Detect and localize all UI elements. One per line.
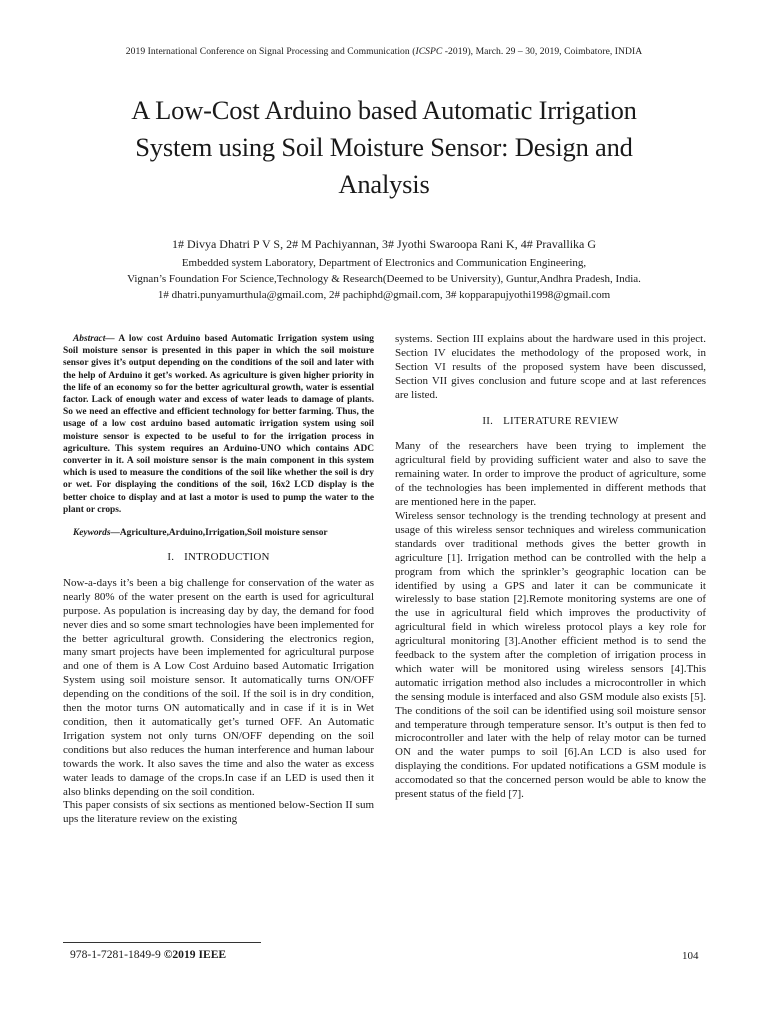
- body-paragraph: Wireless sensor technology is the trending technology at present and usage of this wireless sensor techniques and wireless communication standards over traditional methods gives the better growth in agriculture [1]. Irrigation method can be controlled with the help a program from which the sprinkler’s geographic location can be identified by using a GPS and later it can be communicate it wirelessly to base station [2].Remote monitoring systems are one of the use in agricultural field which improves the productivity of agricultural field in which wireless protocol plays a key role for agricultural monitoring [3].Another efficient method is to send the feedback to the system after the completion of irrigation process in which water will be monitored using wireless sensors [4].This automatic irrigation method also includes a microcontroller in which the sensing module is interfaced and also GSM module also exists [5]. The conditions of the soil can be identified using soil moisture sensor and temperature through temperature sensor. It’s output is then fed to microcontroller and later with the help of relay motor can be turned ON and the water pumps to soil [6].An LCD is also used for displaying the conditions. For updated notifications a GSM module is accomodated so that the concerned person would be able to know the present status of the field [7].: [395, 509, 706, 801]
- abstract-label: Abstract—: [73, 334, 115, 344]
- body-paragraph: systems. Section III explains about the hardware used in this project. Section IV elucidates the methodology of the proposed work, in Section VI results of the proposed system have been discussed, Section VII gives conclusion and future scope and at last references are listed.: [395, 333, 706, 401]
- title-line: A Low-Cost Arduino based Automatic Irrigation: [131, 95, 637, 125]
- body-paragraph: Many of the researchers have been trying to implement the agricultural field by providing sufficient water and also to save the remaining water. In order to improve the product of agriculture, some of the technologies has been implemented in different methods that are mentioned here in the paper.: [395, 440, 706, 509]
- conference-header: [0, 46, 768, 57]
- paper-title: [60, 92, 708, 203]
- section-number: I.: [167, 551, 175, 564]
- affiliation-line: Embedded system Laboratory, Department of Electronics and Communication Engineering,: [181, 257, 587, 269]
- section-title: LITERATURE REVIEW: [503, 414, 619, 427]
- section-title: INTRODUCTION: [184, 551, 270, 564]
- section-heading-introduction: [63, 551, 374, 565]
- keywords-text: Agriculture,Arduino,Irrigation,Soil moisture sensor: [119, 528, 328, 539]
- conference-name: 2019 International Conference on Signal Processing and Communication (: [125, 46, 416, 57]
- affiliation-line: Vignan’s Foundation For Science,Technology & Research(Deemed to be University), Guntur,Andhra Pradesh, India.: [127, 273, 641, 285]
- keywords: [63, 527, 374, 539]
- ieee-copyright: ©2019 IEEE: [163, 948, 227, 961]
- body-paragraph: This paper consists of six sections as mentioned below-Section II sum ups the literature review on the existing: [63, 799, 374, 826]
- conference-abbrev: ICSPC: [415, 46, 443, 57]
- page-number: 104: [682, 950, 699, 962]
- keywords-label: Keywords—: [73, 528, 120, 539]
- footer-divider: [63, 942, 261, 943]
- section-heading-literature-review: [395, 415, 706, 429]
- author-list: 1# Divya Dhatri P V S, 2# M Pachiyannan, 3# Jyothi Swaroopa Rani K, 4# Pravallika G: [171, 237, 597, 251]
- right-column: [395, 333, 706, 802]
- author-emails: 1# dhatri.punyamurthula@gmail.com, 2# pachiphd@gmail.com, 3# kopparapujyothi1998@gmail.com: [157, 289, 611, 301]
- affiliation: [0, 255, 768, 303]
- isbn-number: 978-1-7281-1849-9: [70, 948, 164, 961]
- left-column: [63, 333, 374, 827]
- title-line: System using Soil Moisture Sensor: Design and: [135, 132, 633, 162]
- conference-dates: -2019), March. 29 – 30, 2019, Coimbatore, INDIA: [442, 46, 643, 57]
- footer-isbn: [70, 948, 226, 961]
- title-line: Analysis: [338, 169, 430, 199]
- body-paragraph: Now-a-days it’s been a big challenge for conservation of the water as nearly 80% of the water present on the earth is used for agricultural purpose. As population is increasing day by day, the demand for food never dies and so some smart technologies have been implemented for the better agricultural growth. Considering the electronics region, many smart projects have been implemented for agricultural purpose and one of them is A Low Cost Arduino based Automatic Irrigation System using soil moisture sensor. It automatically turns ON/OFF depending on the conditions of the soil. If the soil is in dry condition, then the motor turns ON automatically and in case if it is in Wet condition, then it automatically get’s turned OFF. An Automatic Irrigation system not only turns ON/OFF depending on the soil conditions but also reduces the human interference and human labour towards the work. It also saves the time and also the water as excess water leads to damage of the crops.In case if an LED is used then it also blinks depending on the soil condition.: [63, 576, 374, 798]
- abstract: [63, 333, 374, 516]
- section-number: II.: [482, 414, 494, 427]
- abstract-text: A low cost Arduino based Automatic Irrigation system using Soil moisture sensor is presented in this paper in which the soil moisture sensor gives it’s output depending on the conditions of the soil and later with the help of Arduino it get’s worked. As agriculture is given higher priority in the life of an economy so for the better agricultural growth, water is essential factor. Lack of enough water and excess of water leads to damage of plants. So we need an effective and efficient technology for better farming. Thus, the usage of a low cost arduino based automatic irrigation system using soil moisture sensor is expected to be useful to for the irrigation process in agriculture. This system requires an Arduino-UNO which contains ADC converter in it. A soil moisture sensor is the main component in this system which is used to measure the conditions of the soil like whether the soil is dry or wet. For displaying the conditions of the soil, 16x2 LCD display is the better choice to display and at last a motor is used to pump the water to the plant or crops.: [63, 334, 374, 515]
